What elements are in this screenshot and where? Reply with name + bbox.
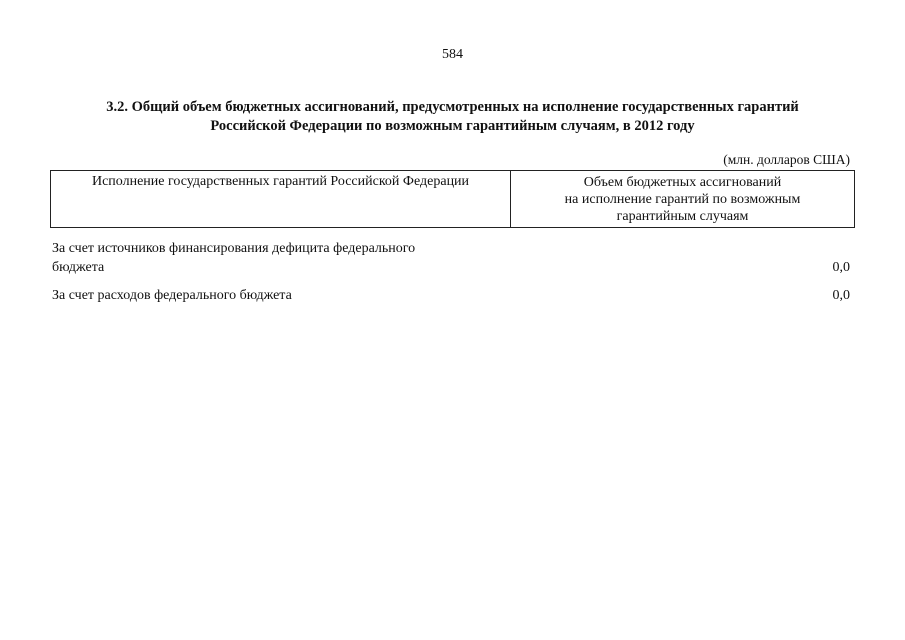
- heading-line-2: Российской Федерации по возможным гарантийным случаям, в 2012 году: [210, 118, 695, 134]
- header-allocations-line-3: гарантийным случаям: [616, 209, 749, 224]
- table-row: [52, 239, 850, 277]
- heading-line-1: 3.2. Общий объем бюджетных ассигнований, предусмотренных на исполнение государственных гарантий: [106, 99, 799, 115]
- header-allocations-column: [511, 171, 854, 230]
- row-label-line-1: За счет расходов федерального бюджета: [52, 288, 292, 303]
- units-label: (млн. долларов США): [723, 152, 850, 167]
- header-allocations-line-2: на исполнение гарантий по возможным: [564, 192, 801, 207]
- section-heading: [40, 98, 865, 136]
- row-label: [52, 239, 512, 277]
- header-guarantees-column: Исполнение государственных гарантий Российской Федерации: [51, 171, 511, 227]
- header-allocations-line-1: Объем бюджетных ассигнований: [583, 175, 782, 190]
- row-value: 0,0: [832, 260, 850, 275]
- table-row: [52, 286, 850, 305]
- row-label-line-1: За счет источников финансирования дефицита федерального: [52, 241, 416, 256]
- row-value: 0,0: [832, 288, 850, 303]
- row-label-line-2: бюджета: [52, 260, 105, 275]
- page-number: 584: [442, 47, 463, 62]
- row-label: [52, 286, 512, 305]
- table-header: [50, 170, 855, 228]
